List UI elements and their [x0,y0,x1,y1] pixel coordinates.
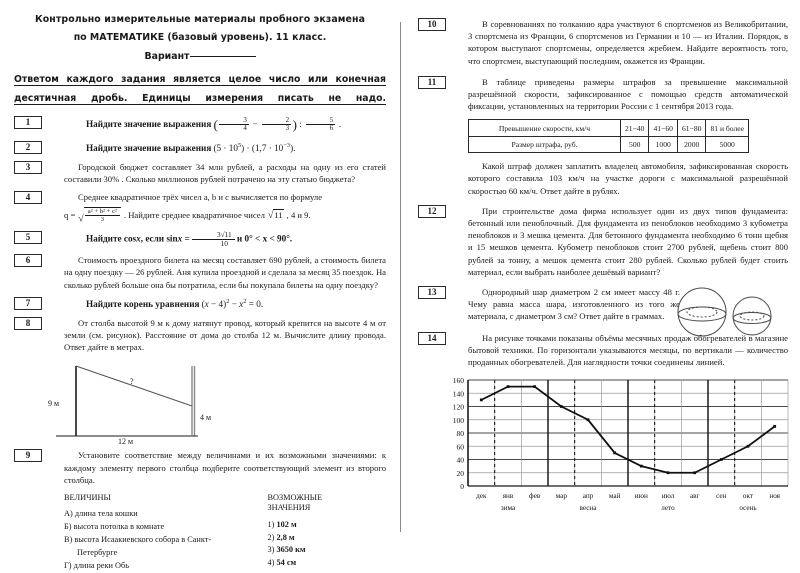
data-point [560,405,563,408]
table-cell: 21−40 [621,120,649,136]
table-cell: 61−80 [677,120,705,136]
task-8-number: 8 [14,317,42,330]
left-column [0,0,400,570]
task-14-text: На рисунке точками показаны объёмы месячных продаж обогревателей в магазине бытовой техники. По горизонтали указываются месяцы, по вертикали — количество проданных обогревателей. Для наглядности точки соединены линией. [468,332,788,368]
item-text: высота потолка в комнате [73,522,165,532]
task-5 [14,231,386,248]
item-value: 102 м [276,519,297,529]
data-point [667,472,670,475]
task-3-text: Городской бюджет составляет 34 млн рублей, а расходы на одну из его статей составили 30% . Сколько миллионов рублей потрачено на эту статью бюджета? [64,161,386,185]
task-9-columns [64,493,386,573]
task-9-right-head [267,493,386,514]
x-axis-tick: май [608,492,621,501]
season-label: зима [500,504,516,513]
x-axis-tick: июн [634,492,648,501]
task-6-number: 6 [14,254,42,267]
table-row-label: Превышение скорости, км/ч [469,120,621,136]
task-9-right-column [267,493,386,573]
fig8-right-label: 4 м [200,413,212,423]
task-9-left-column [64,493,267,573]
data-point [640,465,643,468]
data-point [720,458,723,461]
y-axis-tick: 20 [456,468,464,478]
task-5-frac-num: 3√11 [216,229,232,239]
task-13 [418,286,788,323]
item-label: 2) [267,532,275,542]
list-item [64,560,267,573]
x-axis-tick: янв [502,492,514,501]
table-cell: 2000 [677,136,705,152]
variant-blank [190,56,256,57]
task-11-text: В таблице приведены размеры штрафов за превышение максимальной разрешённой скорости, зафиксированное с помощью средств автоматической фиксации, установленных на территории России с 1 сентября 2013 года. [468,76,788,112]
x-axis-tick: мар [555,492,567,501]
list-item [267,544,386,557]
x-axis-tick: июл [661,492,675,501]
task-4-number: 4 [14,191,42,204]
y-axis-tick: 160 [452,376,464,386]
task-9 [14,449,386,572]
task-11-number: 11 [418,76,446,89]
page-title-line1: Контрольно измерительные материалы пробного экзамена [34,14,366,25]
task-10 [418,18,788,67]
task-12 [418,205,788,278]
variant-line [14,51,386,62]
item-text: высота Исаакиевского собора в Санкт- [74,535,212,545]
task-14 [418,332,788,530]
task-4-text2: . Найдите среднее квадратичное чисел [123,210,265,221]
x-axis-tick: дек [476,492,487,501]
table-cell: 81 и более [706,120,749,136]
task-1-prompt: Найдите значение выражения [86,119,212,130]
task-9-right-head-l2: ЗНАЧЕНИЯ [267,503,311,513]
item-label: 1) [267,519,275,529]
task-5-prompt-a: Найдите cos [86,233,137,244]
task-9-text: Установите соответствие между величинами и их возможными значениями: к каждому элементу первого столбца подберите соответствующий элемент из второго столбца. [64,450,386,485]
task-9-right-head-l1: ВОЗМОЖНЫЕ [267,493,323,503]
table-cell: 500 [621,136,649,152]
task-12-number: 12 [418,205,446,218]
x-axis-tick: апр [582,492,594,501]
list-item [267,532,386,545]
item-text: длина реки Обь [73,560,130,570]
x-axis-tick: окт [742,492,754,501]
task-9-number: 9 [14,449,42,462]
task-4-formula [64,207,386,224]
task-1-number: 1 [14,116,42,129]
task-7 [14,297,386,311]
item-value: 2,8 м [276,532,295,542]
task-1-text: Найдите значение выражения ( $\frac{3}{4}$ − $\frac{2}{3}$ ) : $\frac{5}{6}$ . [86,115,342,133]
table-row-label: Размер штрафа, руб. [469,136,621,152]
item-label: 3) [267,545,275,555]
task-9-left-head: ВЕЛИЧИНЫ [64,493,111,503]
right-column [400,0,800,566]
x-axis-tick: фев [529,492,541,501]
table-cell: 1000 [649,136,677,152]
task-3-number: 3 [14,161,42,174]
variant-label: Вариант [144,51,190,62]
task-14-number: 14 [418,332,446,345]
task-13-text: Однородный шар диаметром 2 см имеет массу 48 г. Чему равна масса шара, изготовленного из того же материала, с диаметром 3 см? Ответ дайте в граммах. [468,287,680,322]
task-11 [418,76,788,197]
sales-chart-svg [442,374,798,524]
data-point [587,419,590,422]
task-8-figure [42,358,386,451]
season-label: осень [739,504,757,513]
task-4-formula-num: a² + b² + c² [87,207,117,215]
list-item [64,521,267,534]
table-cell: 5000 [706,136,749,152]
task-4-formula-den: 3 [85,215,120,223]
task-7-prompt: Найдите корень уравнения [86,298,200,309]
task-2 [14,141,386,155]
item-label: В) [64,535,73,545]
y-axis-tick: 120 [452,402,464,412]
task-10-text: В соревнованиях по толканию ядра участвуют 6 спортсменов из Великобритании, 3 спортсмена из Франции, 6 спортсменов из Германии и 10 — из Италии. Порядок, в котором выступают спортсмены, определяется жребием. Найдите вероятность того, что спортсмен, выступающий последним, окажется из Франции. [468,19,788,66]
task-11-text2: Какой штраф должен заплатить владелец автомобиля, зафиксированная скорость которого составила 103 км/ч на участке дороги с максимальной разрешённой скоростью 60 км/ч. Ответ дайте в рублях. [468,161,788,196]
table-cell: 41−60 [649,120,677,136]
data-point [773,425,776,428]
x-axis-tick: ноя [769,492,780,501]
task-7-number: 7 [14,297,42,310]
x-axis-tick: сен [716,492,727,501]
task-4-text3: , 4 и 9. [286,210,311,221]
task-5-frac-den: 10 [192,239,235,248]
data-point [613,452,616,455]
instruction-line-1: Ответом каждого задания является целое число или конечная [14,74,386,85]
task-4-text: Среднее квадратичное трёх чисел a, b и c вычисляется по формуле [78,192,323,203]
task-6 [14,254,386,291]
task-3 [14,161,386,185]
fig8-left-label: 9 м [48,399,60,409]
data-point [533,385,536,388]
task-8 [14,317,386,452]
y-axis-tick: 60 [456,442,464,452]
y-axis-tick: 0 [460,482,464,492]
item-value: 54 см [276,558,297,568]
list-item [64,534,267,560]
task-2-number: 2 [14,141,42,154]
task-7-text: Найдите корень уравнения $(x - 4)^2 - x^2 = 0$. [86,297,264,309]
list-item [267,519,386,532]
task-4 [14,191,386,223]
list-item [64,508,267,521]
fig8-bottom-label: 12 м [118,437,134,447]
item-label: А) [64,509,73,519]
task-1 [14,116,386,134]
task-4-formula-lhs: q = [64,210,76,221]
instruction-line-2: десятичная дробь. Единицы измерения писать не надо. [14,93,386,105]
y-axis-tick: 40 [456,455,464,465]
fines-table [468,119,749,153]
task-6-text: Стоимость проездного билета на месяц составляет 690 рублей, а стоимость билета на одну поездку — 26 рублей. Аня купила проездной и сделала за месяц 35 поездок. На сколько рублей больше она бы потратила, если бы покупала билеты на одну поездку? [64,255,386,290]
sqrt-icon: √ $\frac{\text{a² + b² + c²}}{3}$ [78,207,121,224]
item-text-cont: Петербурге [77,547,118,557]
item-label: Б) [64,522,72,532]
task-5-text: Найдите cosx, если sinx = $\frac{3√11}{10}$ и 0° < x < 90°. [86,229,293,248]
y-axis-tick: 80 [456,429,464,439]
item-label: 4) [267,558,275,568]
data-point [693,472,696,475]
task-10-number: 10 [418,18,446,31]
sales-chart [442,374,788,529]
data-point [507,385,510,388]
table-row [469,136,749,152]
season-label: весна [579,504,597,513]
task-12-text: При строительстве дома фирма использует один из двух типов фундамента: бетонный или пеноблочный. Для фундамента из пеноблоков необходимо 3 кубометра пеноблоков и 3 мешка цемента. Для бетонного фундамента необходимо 6 тонн щебня и 15 мешков цемента. Кубометр пеноблоков стоит 2700 рублей, щебень стоит 800 рублей за тонну, а мешок цемента стоит 280 рублей. Сколько рублей будет стоить материал, если выбрать наиболее дешёвый вариант? [468,205,788,277]
fig8-hyp-label: ? [130,377,134,387]
x-axis-tick: авг [689,492,700,501]
sqrt-icon-2: √11 [267,210,283,222]
data-point [480,399,483,402]
page-title-line2: по МАТЕМАТИКЕ (базовый уровень). 11 класс. [73,32,327,43]
task-5-number: 5 [14,231,42,244]
item-text: длина тела кошки [74,509,138,519]
task-5-prompt-c: и 0° < x < 90°. [236,233,293,244]
y-axis-tick: 140 [452,389,464,399]
season-label: лето [661,504,675,513]
item-label: Г) [64,560,72,570]
table-row [469,120,749,136]
task-2-text: Найдите значение выражения $(5 \cdot 10^5) \cdot (1,7 \cdot 10^{-3})$. [86,141,296,153]
data-point [747,445,750,448]
task-13-number: 13 [418,286,446,299]
task-2-prompt: Найдите значение выражения [86,142,212,153]
task-8-text: От столба высотой 9 м к дому натянут провод, который крепится на высоте 4 м от земли (см. рисунок). Расстояние от дома до столба 12 м. Вычислите длину провода. Ответ дайте в метрах. [64,317,386,353]
y-axis-tick: 100 [452,415,464,425]
task-5-prompt-b: , если sin [140,233,178,244]
list-item [267,557,386,570]
item-value: 3650 км [276,545,306,555]
